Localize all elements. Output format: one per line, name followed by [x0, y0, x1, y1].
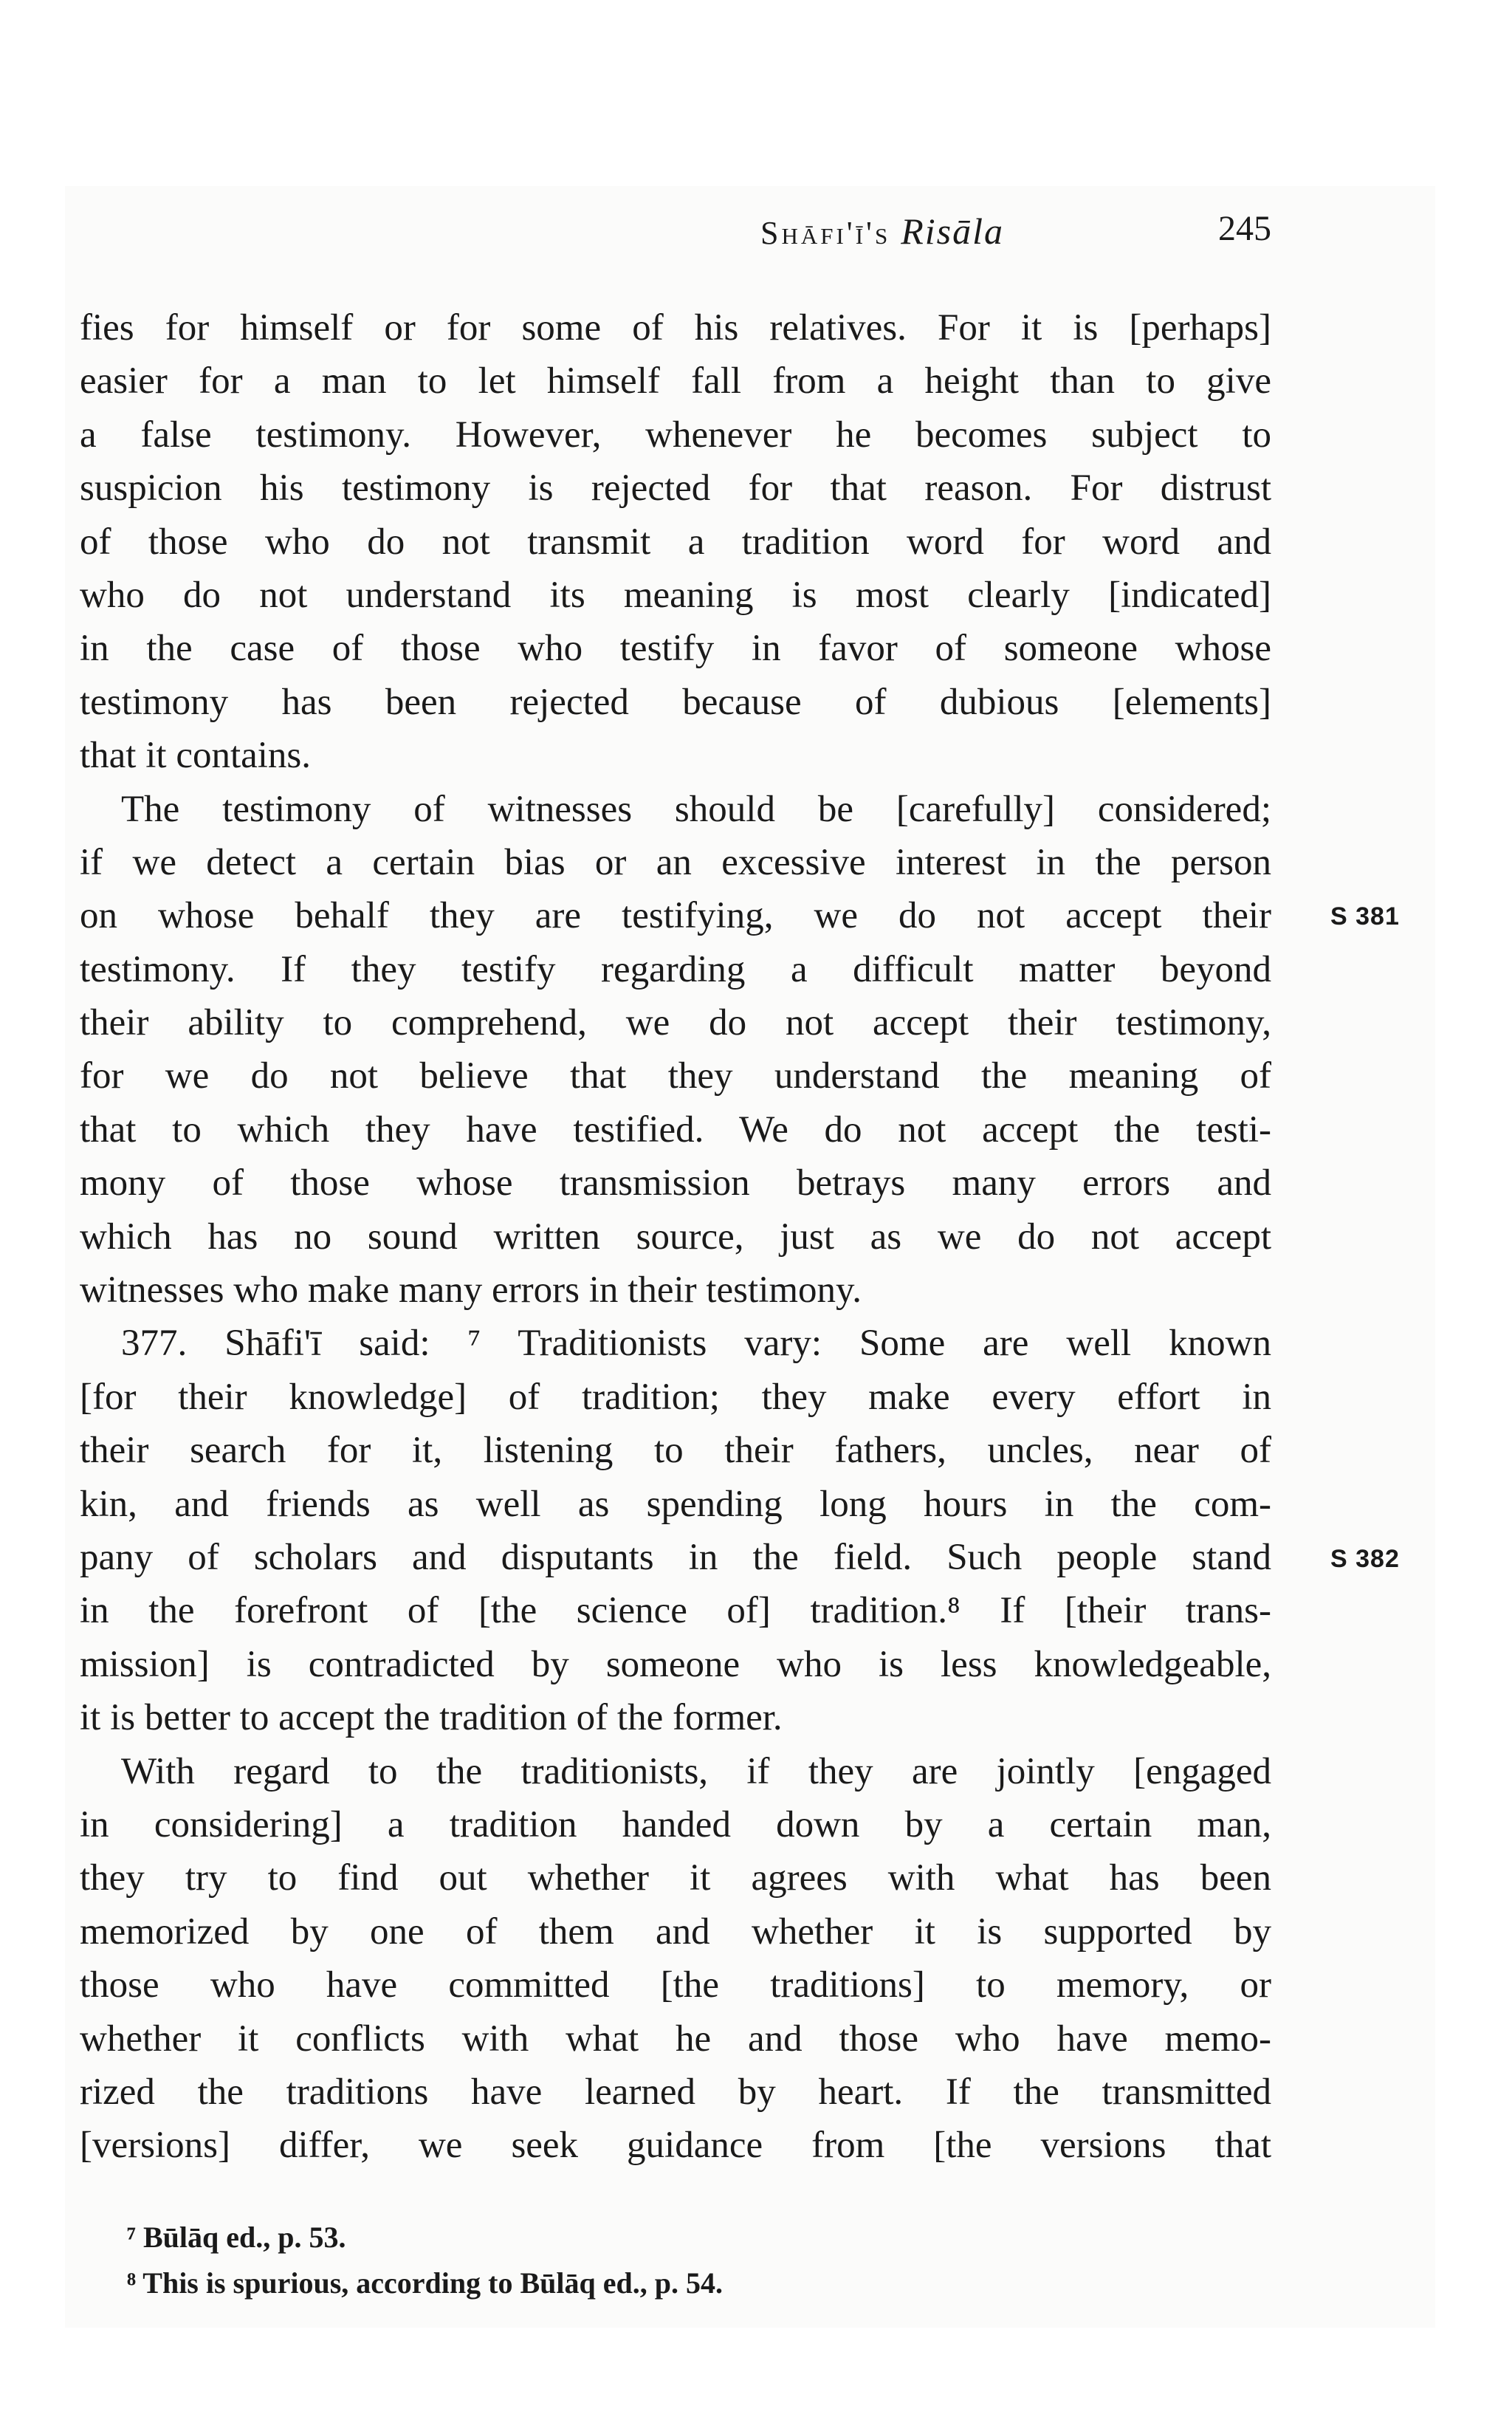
text-line: witnesses who make many errors in their testimony.: [80, 1269, 862, 1312]
text-line: kin, and friends as well as spending long hours in the com-: [80, 1483, 1271, 1525]
text-line: if we detect a certain bias or an excessive interest in the person: [80, 841, 1271, 883]
text-line: suspicion his testimony is rejected for that reason. For distrust: [80, 467, 1271, 510]
text-line: in considering] a tradition handed down by a certain man,: [80, 1803, 1271, 1845]
running-head: [738, 205, 1271, 257]
text-line: rized the traditions have learned by heart. If the transmitted: [80, 2071, 1271, 2113]
text-line: in the forefront of [the science of] tradition.⁸ If [their trans-: [80, 1590, 1271, 1632]
text-line: testimony. If they testify regarding a difficult matter beyond: [80, 948, 1271, 990]
text-line: pany of scholars and disputants in the field. Such people stand: [80, 1536, 1271, 1578]
text-line: their search for it, listening to their fathers, uncles, near of: [80, 1430, 1271, 1472]
text-line: [for their knowledge] of tradition; they make every effort in: [80, 1376, 1271, 1418]
text-line: fies for himself or for some of his relatives. For it is [perhaps]: [80, 307, 1271, 349]
text-line: which has no sound written source, just as we do not accept: [80, 1216, 1271, 1258]
paragraph-testimony: [80, 783, 1271, 1317]
text-line: With regard to the traditionists, if they are jointly [engaged: [121, 1750, 1271, 1792]
text-line: testimony has been rejected because of dubious [elements]: [80, 681, 1271, 723]
footnote: ⁷ Būlāq ed., p. 53.: [127, 2221, 346, 2254]
running-title-italic: Risāla: [901, 210, 1005, 252]
paragraph-traditionists: [80, 1745, 1271, 2173]
text-line: a false testimony. However, whenever he becomes subject to: [80, 414, 1271, 456]
text-line: 377. Shāfi'ī said: ⁷ Traditionists vary: Some are well known: [121, 1323, 1271, 1365]
text-line: The testimony of witnesses should be [carefully] considered;: [121, 788, 1271, 830]
text-line: for we do not believe that they understand the meaning of: [80, 1055, 1271, 1097]
page-number: 245: [1218, 209, 1271, 248]
text-line: on whose behalf they are testifying, we do not accept their: [80, 895, 1271, 937]
text-line: in the case of those who testify in favor of someone whose: [80, 628, 1271, 670]
text-line: [versions] differ, we seek guidance from [the versions that: [80, 2125, 1271, 2167]
margin-reference: S 382: [1330, 1545, 1400, 1573]
running-title-caps: Shāfi'ī's: [760, 215, 891, 251]
text-line: mission] is contradicted by someone who is less knowledgeable,: [80, 1643, 1271, 1685]
text-line: their ability to comprehend, we do not accept their testimony,: [80, 1002, 1271, 1044]
footnote: ⁸ This is spurious, according to Būlāq ed., p. 54.: [127, 2266, 724, 2300]
running-title: [760, 210, 1004, 253]
text-line: easier for a man to let himself fall from a height than to give: [80, 360, 1271, 402]
paragraph-continuation: [80, 301, 1271, 783]
text-line: mony of those whose transmission betrays many errors and: [80, 1162, 1271, 1204]
text-line: that it contains.: [80, 735, 312, 777]
text-line: that to which they have testified. We do not accept the testi-: [80, 1108, 1271, 1151]
paragraph-377: [80, 1317, 1271, 1744]
text-line: of those who do not transmit a tradition word for word and: [80, 521, 1271, 563]
text-line: memorized by one of them and whether it is supported by: [80, 1910, 1271, 1953]
text-line: they try to find out whether it agrees with what has been: [80, 1857, 1271, 1899]
margin-reference: S 381: [1330, 902, 1400, 930]
text-line: those who have committed [the traditions] to memory, or: [80, 1964, 1271, 2006]
text-line: it is better to accept the tradition of the former.: [80, 1697, 783, 1739]
footnotes: [127, 2215, 1013, 2307]
text-line: whether it conflicts with what he and those who have memo-: [80, 2018, 1271, 2060]
text-line: who do not understand its meaning is most clearly [indicated]: [80, 574, 1271, 616]
body-text: [80, 301, 1271, 2173]
